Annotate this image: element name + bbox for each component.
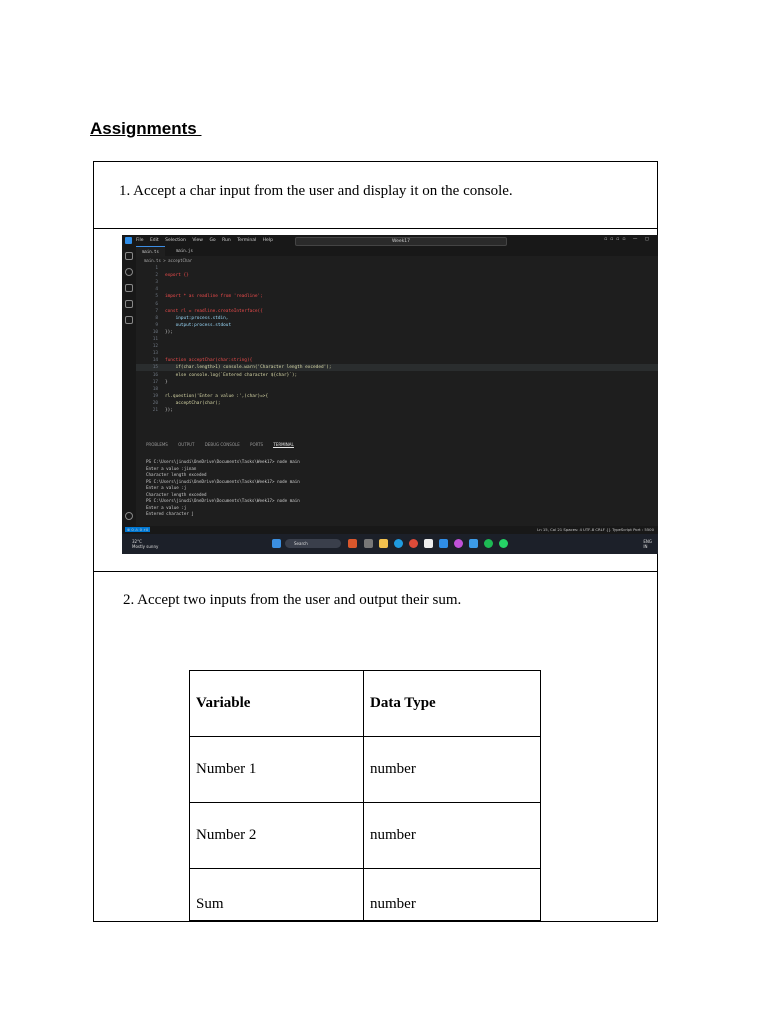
line-number: 14	[152, 358, 158, 364]
windows-taskbar	[122, 534, 658, 554]
menu-file: File	[136, 238, 144, 243]
taskbar-app-icon	[469, 539, 478, 548]
code-line: function acceptChar(char:string){	[165, 358, 253, 364]
code-line: else console.log(`Entered character ${char}`);	[165, 372, 298, 378]
cell-variable: Sum	[190, 869, 364, 922]
code-line: export {}	[165, 273, 189, 279]
line-number: 10	[152, 329, 158, 335]
breadcrumb: main.ts > acceptChar	[144, 258, 193, 263]
editor-tabs	[136, 246, 658, 256]
panel-tab-problems: PROBLEMS	[146, 442, 168, 447]
menu-bar	[136, 238, 278, 243]
code-line: });	[165, 408, 173, 413]
menu-edit: Edit	[149, 238, 159, 243]
search-icon	[125, 268, 133, 276]
title-bar	[122, 235, 658, 246]
command-center-search: Week17	[295, 237, 507, 246]
status-editor-info: Ln 15, Col 21 Spaces: 4 UTF-8 CRLF {} TypeScript Port : 5500	[537, 527, 654, 532]
terminal-output: PS C:\Users\jinudi\OneDrive\Documents\Tasks\Week17> node main Enter a value :jinan Character length exceded PS C:\Users\jinudi\OneDrive\Documents\Tasks\Week17> node main Enter a value :j Character length exceded PS C:\Users\jinudi\OneDrive\Documents\Tasks\Week17> node main Enter a value :j Entered character j	[146, 459, 300, 516]
file-explorer-icon	[379, 539, 388, 548]
table-header-row	[190, 671, 541, 737]
code-line: import * as readline from 'readline';	[165, 294, 263, 300]
cell-data-type: number	[364, 869, 541, 922]
line-number: 7	[155, 308, 158, 314]
taskbar-app-icon	[364, 539, 373, 548]
status-problems: ⊗ 0 ⚠ 0 ⚡0	[127, 527, 149, 532]
line-number: 6	[155, 301, 158, 307]
screenshot-row	[94, 229, 657, 572]
line-number: 1	[155, 266, 158, 271]
line-number: 15	[152, 365, 158, 371]
whatsapp-icon	[499, 539, 508, 548]
panel-tab-terminal: TERMINAL	[273, 442, 294, 447]
line-number: 9	[155, 322, 158, 328]
line-number: 20	[152, 400, 158, 406]
line-number: 17	[152, 379, 158, 385]
line-number: 13	[152, 351, 158, 357]
line-number: 4	[155, 287, 158, 293]
code-line: rl.question('Enter a value :',(char)=>{	[165, 393, 269, 399]
task-2-text: 2. Accept two inputs from the user and output their sum.	[123, 592, 462, 608]
line-number: 3	[155, 280, 158, 286]
taskbar-search: Search	[285, 539, 341, 548]
vscode-logo-icon	[125, 237, 132, 244]
taskbar-app-icon	[424, 539, 433, 548]
extensions-icon	[125, 316, 133, 324]
panel-tab-ports: PORTS	[250, 442, 264, 447]
weather-desc: Mostly sunny	[132, 544, 159, 549]
menu-go: Go	[209, 238, 216, 243]
task-1-text: 1. Accept a char input from the user and display it on the console.	[119, 183, 513, 199]
table-row	[190, 869, 541, 922]
cell-data-type: number	[364, 737, 541, 803]
taskbar-app-icon	[348, 539, 357, 548]
menu-help: Help	[262, 238, 273, 243]
taskbar-app-icon	[454, 539, 463, 548]
vscode-taskbar-icon	[439, 539, 448, 548]
line-number: 21	[152, 408, 158, 413]
line-number: 19	[152, 393, 158, 399]
panel-tab-debug-console: DEBUG CONSOLE	[204, 442, 240, 447]
code-line: input:process.stdin,	[165, 315, 229, 321]
code-editor	[136, 265, 658, 435]
page-heading: Assignments	[90, 119, 202, 138]
line-number: 5	[155, 294, 158, 300]
code-line: output:process.stdout	[165, 322, 232, 328]
table-row	[190, 737, 541, 803]
header-data-type: Data Type	[364, 671, 541, 737]
cell-variable: Number 2	[190, 803, 364, 869]
cell-variable: Number 1	[190, 737, 364, 803]
table-row	[190, 803, 541, 869]
task-2-row	[94, 572, 657, 921]
panel-tabs	[146, 442, 303, 447]
line-number: 12	[152, 344, 158, 350]
vscode-screenshot	[122, 235, 658, 554]
settings-gear-icon	[125, 512, 133, 520]
assignments-table	[93, 161, 658, 922]
code-line: }	[165, 379, 168, 385]
weather-widget	[132, 539, 158, 549]
explorer-icon	[125, 252, 133, 260]
variable-type-table	[189, 670, 541, 922]
status-bar	[122, 526, 658, 534]
cell-data-type: number	[364, 803, 541, 869]
spotify-icon	[484, 539, 493, 548]
line-number: 2	[155, 273, 158, 279]
windows-start-icon	[272, 539, 281, 548]
tab-main-ts: main.ts	[136, 246, 165, 257]
weather-temp: 32°C	[132, 539, 142, 544]
code-line: if(char.length>1) console.warn('Character length exceded');	[165, 365, 332, 371]
run-debug-icon	[125, 300, 133, 308]
tab-main-js: main.js	[176, 248, 193, 253]
code-line: const rl = readline.createInterface({	[165, 308, 263, 314]
code-line: });	[165, 329, 173, 335]
system-tray: ENG IN	[643, 539, 652, 549]
task-1-row	[94, 162, 657, 229]
activity-bar	[122, 246, 136, 533]
code-line: acceptChar(char);	[165, 400, 221, 406]
menu-selection: Selection	[165, 238, 186, 243]
header-variable: Variable	[190, 671, 364, 737]
line-number: 16	[152, 372, 158, 378]
line-number: 11	[152, 337, 158, 342]
menu-view: View	[192, 238, 203, 243]
chrome-icon	[409, 539, 418, 548]
source-control-icon	[125, 284, 133, 292]
panel-tab-output: OUTPUT	[178, 442, 195, 447]
menu-run: Run	[222, 238, 231, 243]
line-number: 8	[155, 315, 158, 321]
line-number: 18	[152, 386, 158, 392]
edge-browser-icon	[394, 539, 403, 548]
window-controls-icon: ▫▫▫▫ — ▢	[604, 237, 652, 242]
menu-terminal: Terminal	[237, 238, 257, 243]
